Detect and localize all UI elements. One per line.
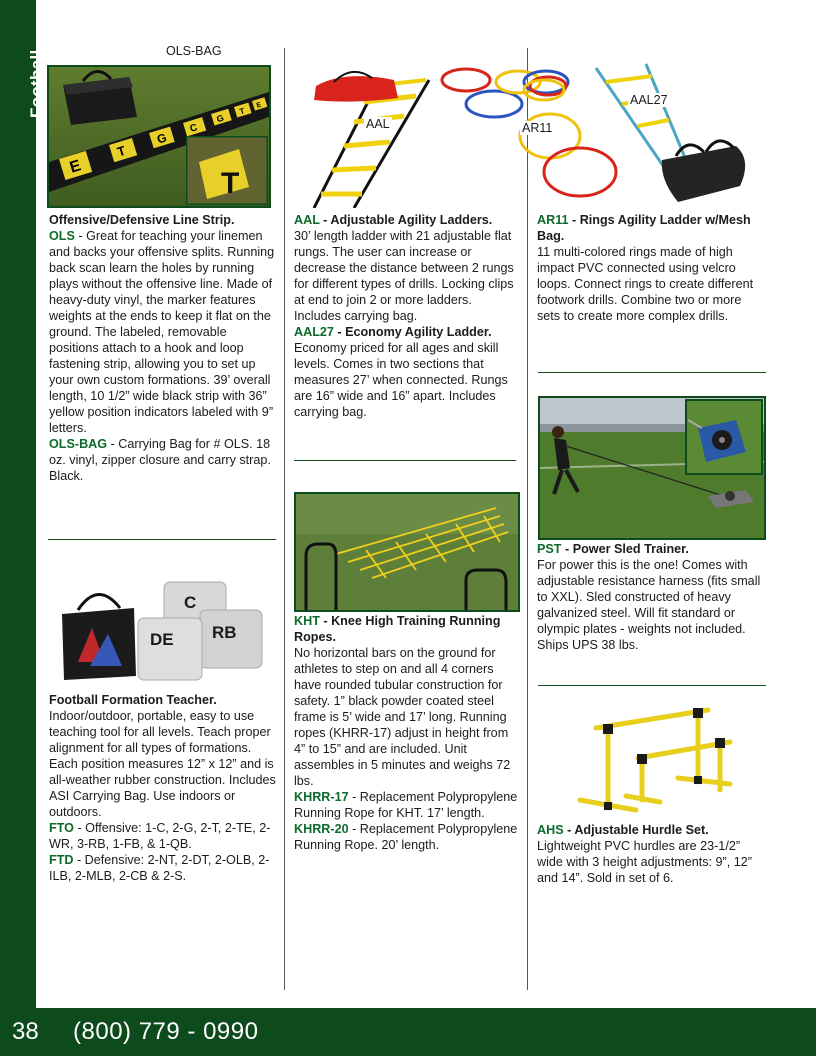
aal27-code: AAL27 — [294, 325, 334, 339]
khrr17-code: KHRR-17 — [294, 790, 349, 804]
agility-ladder-aal — [314, 72, 429, 208]
kht-desc: No horizontal bars on the ground for athletes to step on and all 4 corners have rounded tubular construction for safety. 1” black powder coated steel frame is 5’ wide and 17’ long. Running ropes (KHRR-17) adjust in height from 4” to 15” and are included. Unit assembles in 5 minutes and weighs 72 lbs. — [294, 646, 511, 788]
position-marker-inset: T — [221, 167, 240, 200]
fto-off-desc: - Offensive: 1-C, 2-G, 2-T, 2-TE, 2-WR, 3-RB, 1-FB, & 1-QB. — [49, 821, 271, 851]
ar11-image-label: AR11 — [522, 121, 553, 135]
formation-card-label: DE — [150, 630, 174, 649]
ols-bag-image-label: OLS-BAG — [166, 44, 222, 58]
formation-card-label: C — [184, 593, 197, 612]
phone-number: (800) 779 - 0990 — [73, 1018, 259, 1045]
position-marker: E — [255, 101, 263, 110]
aal27-desc: Economy priced for all ages and skill levels. Comes in two sections that measures 27’ when connected. Rungs are 16” wide and 16” apart. Includes carrying bag. — [294, 341, 508, 419]
aal-image-label: AAL — [366, 117, 390, 131]
position-marker: G — [155, 130, 169, 147]
ols-title: Offensive/Defensive Line Strip. — [49, 213, 235, 227]
section-label: Football — [27, 49, 46, 118]
aal-desc: 30’ length ladder with 21 adjustable flat rungs. The user can increase or decrease the distance between 2 rungs for different types of drills. Locking clips at end to join 2 or more ladders. Includes carrying bag. — [294, 229, 514, 323]
agility-ladder-aal27 — [596, 64, 745, 202]
ahs-title: - Adjustable Hurdle Set. — [563, 823, 709, 837]
aal-title: - Adjustable Agility Ladders. — [319, 213, 493, 227]
ols-bag-desc: - Carrying Bag for # OLS. 18 oz. vinyl, zipper closure and carry strap. Black. — [49, 437, 271, 483]
separator-col1 — [48, 539, 276, 540]
pst-title: - Power Sled Trainer. — [561, 542, 689, 556]
formation-teacher-image — [52, 580, 268, 692]
aal27-title: - Economy Agility Ladder. — [333, 325, 492, 339]
separator-col3-b — [538, 685, 766, 686]
line-strip-image — [47, 65, 271, 208]
pst-code: PST — [537, 542, 562, 556]
khrr20-code: KHRR-20 — [294, 822, 349, 836]
ftd-def-desc: - Defensive: 2-NT, 2-DT, 2-OLB, 2-ILB, 2-MLB, 2-CB & 2-S. — [49, 853, 270, 883]
ahs-code: AHS — [537, 823, 564, 837]
fto-code: FTO — [49, 821, 74, 835]
page-number: 38 — [12, 1018, 39, 1045]
knee-high-ropes-image — [294, 492, 520, 612]
aal-code: AAL — [294, 213, 320, 227]
ftd-code: FTD — [49, 853, 74, 867]
hurdle-set-image — [560, 700, 740, 818]
pst-desc: For power this is the one! Comes with adjustable resistance harness (fits small to XXL). Sled constructed of heavy galvanized steel. Will fit standard or olympic plates - weights not included. Ships UPS 38 lbs. — [537, 558, 761, 652]
kht-code: KHT — [294, 614, 320, 628]
ar11-code: AR11 — [537, 213, 569, 227]
separator-col3-a — [538, 372, 766, 373]
ahs-desc: Lightweight PVC hurdles are 23-1/2” wide with 3 height adjustments: 9”, 12” and 14”. Sold in set of 6. — [537, 839, 752, 885]
ols-code: OLS — [49, 229, 75, 243]
formation-card-label: RB — [212, 623, 237, 642]
kht-description-block — [294, 613, 520, 853]
kht-title: - Knee High Training Running Ropes. — [294, 614, 501, 644]
fto-title: Football Formation Teacher. — [49, 693, 217, 707]
position-marker: T — [115, 142, 128, 160]
khrr20-desc: - Replacement Polypropylene Running Rope. 20’ length. — [294, 822, 518, 852]
page-footer — [0, 1008, 816, 1056]
fto-description-block — [49, 692, 277, 884]
column-divider-1 — [284, 48, 285, 990]
ar11-desc: 11 multi-colored rings made of high impact PVC connected using velcro loops. Connect rings to create different footwork drills. Combine two or more sets to create more complex drills. — [537, 245, 754, 323]
ols-bag-code: OLS-BAG — [49, 437, 108, 451]
section-sidebar — [0, 0, 46, 1008]
ahs-description-block — [537, 822, 767, 886]
position-marker: E — [67, 157, 83, 177]
separator-col2 — [294, 460, 516, 461]
aal27-image-label: AAL27 — [630, 93, 668, 107]
power-sled-image — [538, 396, 766, 540]
ols-desc: - Great for teaching your linemen and backs your offensive splits. Running back scan learn the holes by running plays without the offensive line. Made of heavy-duty vinyl, the marker features weights at the ends to keep it flat on the ground. The labeled, removable positions attach to a hook and loop fastening strip, allowing you to set up your own custom formations. 39’ overall length, 10 1/2” wide black strip with 36” yellow position indicators labeled with 9” letters. — [49, 229, 275, 435]
position-marker: T — [238, 106, 246, 117]
position-marker: C — [188, 122, 199, 135]
ar11-title: - Rings Agility Ladder w/Mesh Bag. — [537, 213, 751, 243]
pst-description-block — [537, 541, 767, 653]
ols-description-block — [49, 212, 279, 484]
fto-desc: Indoor/outdoor, portable, easy to use teaching tool for all levels. Teach proper alignment for all types of formations. Each position measures 12” x 12” and is all-weather rubber construction. Includes ASI Carrying Bag. Use indoors or outdoors. — [49, 709, 276, 819]
position-marker: G — [215, 112, 226, 125]
aal-description-block — [294, 212, 520, 420]
khrr17-desc: - Replacement Polypropylene Running Rope for KHT. 17’ length. — [294, 790, 518, 820]
ar11-description-block — [537, 212, 767, 324]
